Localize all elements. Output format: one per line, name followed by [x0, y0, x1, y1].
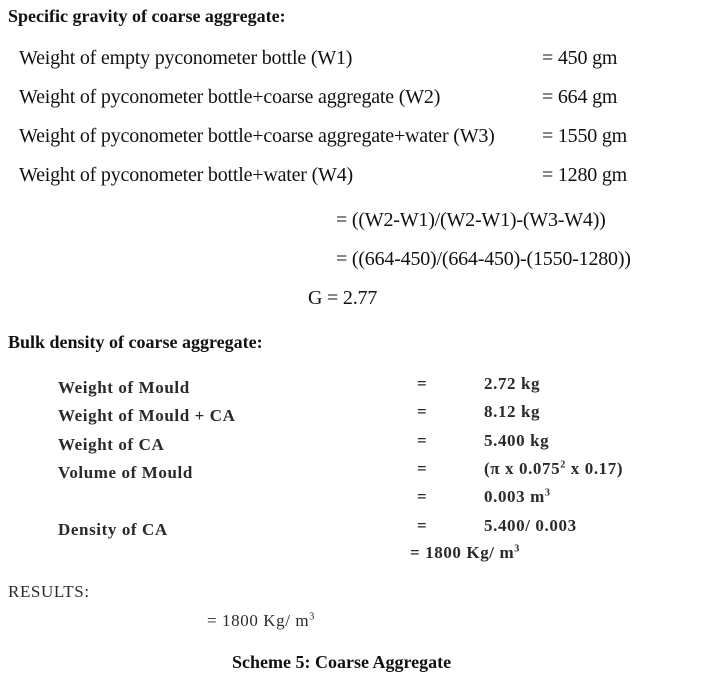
sg-row-value: = 664 gm: [542, 86, 618, 108]
sg-row-value: = 1280 gm: [542, 164, 628, 186]
bd-row-value: 5.400 kg: [484, 431, 550, 450]
bd-row-value: (π x 0.075$^2$ x 0.17): [484, 459, 624, 478]
bd-row-label: Volume of Mould: [58, 463, 193, 482]
bd-row-label: Density of CA: [58, 520, 168, 539]
bd-equals: =: [417, 516, 428, 535]
sg-row-label: Weight of pyconometer bottle+water (W4): [19, 164, 353, 186]
bd-row-label: Weight of Mould: [58, 378, 190, 397]
sg-row-label: Weight of empty pyconometer bottle (W1): [19, 47, 353, 69]
bd-equals: =: [417, 487, 428, 506]
figure-caption: Scheme 5: Coarse Aggregate: [232, 652, 452, 672]
results-heading: RESULTS:: [8, 582, 90, 601]
bd-equals: =: [417, 402, 428, 421]
sg-row-value: = 450 gm: [542, 47, 618, 69]
bd-row-value: 0.003 $m^3$: [484, 487, 551, 506]
bd-row-label: Weight of Mould + CA: [58, 406, 236, 425]
bd-row-value: 5.400/ 0.003: [484, 516, 577, 535]
sg-row-label: Weight of pyconometer bottle+coarse aggregate (W2): [19, 86, 441, 108]
sg-result: G = 2.77: [308, 287, 378, 309]
bd-row-label: Weight of CA: [58, 435, 165, 454]
bd-row-value: 8.12 kg: [484, 402, 541, 421]
bd-equals: =: [417, 431, 428, 450]
specific-gravity-heading: Specific gravity of coarse aggregate:: [8, 6, 286, 26]
bd-equals: =: [417, 374, 428, 393]
sg-row-label: Weight of pyconometer bottle+coarse aggregate+water (W3): [19, 125, 495, 147]
bd-equals: =: [417, 459, 428, 478]
sg-substitution: = ((664-450)/(664-450)-(1550-1280)): [336, 248, 631, 270]
bulk-density-heading: Bulk density of coarse aggregate:: [8, 332, 263, 352]
bd-final-value: = 1800 Kg/ $m^3$: [410, 543, 520, 562]
bd-row-value: 2.72 kg: [484, 374, 541, 393]
sg-row-value: = 1550 gm: [542, 125, 628, 147]
sg-formula: = ((W2-W1)/(W2-W1)-(W3-W4)): [336, 209, 606, 231]
results-value: = 1800 Kg/ $m^3$: [207, 611, 315, 630]
